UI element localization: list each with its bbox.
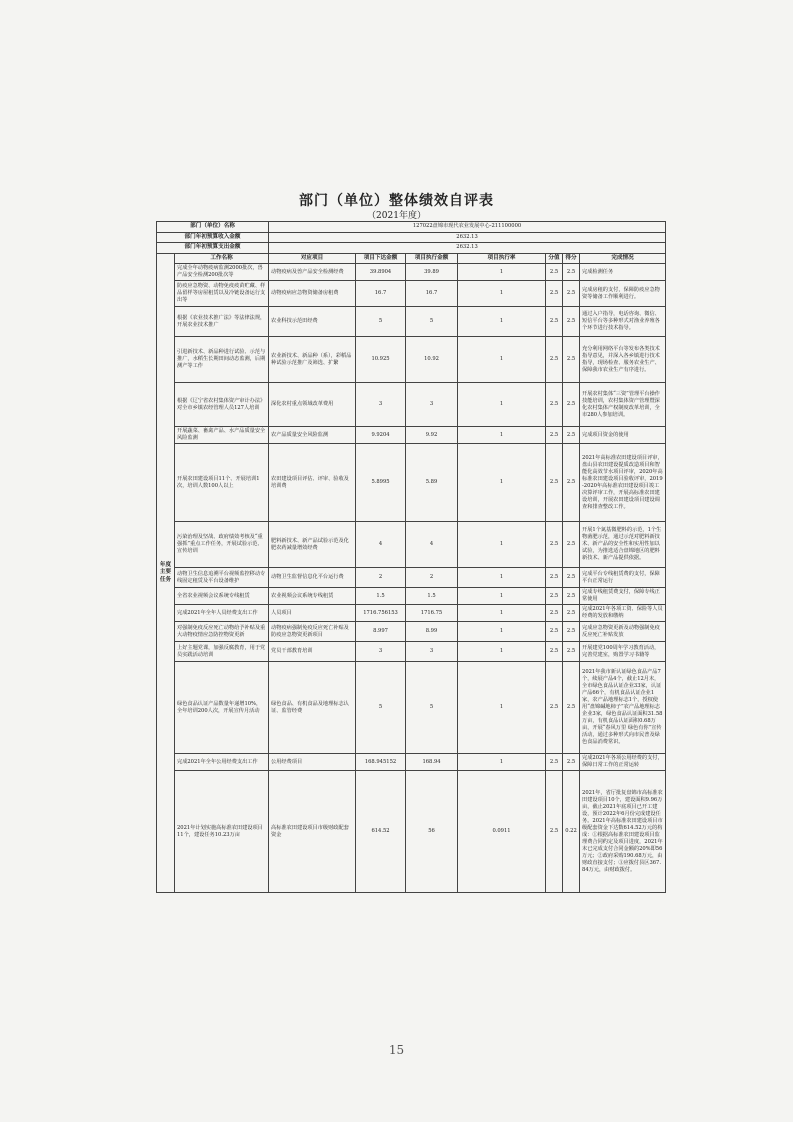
score-value-cell: 2.5 [546,264,563,281]
score-cell: 0.22 [563,771,580,893]
table-row [157,444,666,522]
col-task-header: 工作名称 [175,253,269,264]
table-row [157,427,666,444]
score-cell: 2.5 [563,307,580,337]
task-cell: 根据《辽宁省农村集体资产审计办法》对全市乡镇农经管理人员127人培训 [175,383,269,427]
allocated-amount-cell: 1716.756153 [356,605,406,622]
executed-amount-cell: 8.99 [406,622,458,642]
execution-rate-cell: 1 [458,588,546,605]
executed-amount-cell: 5 [406,662,458,754]
col-allocated-header: 项目下达金额 [356,253,406,264]
allocated-amount-cell: 3 [356,642,406,662]
project-cell: 农业新技术、新品种（系），彩稻品种试验示范推广及筛选、扩繁 [269,337,356,383]
score-value-cell: 2.5 [546,622,563,642]
score-value-cell: 2.5 [546,754,563,771]
status-cell: 完成项目资金的使用 [580,427,666,444]
allocated-amount-cell: 3 [356,383,406,427]
execution-rate-cell: 1 [458,622,546,642]
executed-amount-cell: 56 [406,771,458,893]
execution-rate-cell: 1 [458,281,546,307]
unit-value: 127022盘锦市现代农业发展中心-211100000 [269,222,666,233]
table-row [157,622,666,642]
executed-amount-cell: 2 [406,568,458,588]
score-value-cell: 2.5 [546,568,563,588]
task-cell: 开展蔬菜、畜禽产品、水产品质量安全风险监测 [175,427,269,444]
table-row [157,588,666,605]
executed-amount-cell: 1716.75 [406,605,458,622]
allocated-amount-cell: 5.8995 [356,444,406,522]
score-value-cell: 2.5 [546,605,563,622]
allocated-amount-cell: 10.925 [356,337,406,383]
task-cell: 上好主题党课，加强反腐教育，用于党员实践活动培训 [175,642,269,662]
executed-amount-cell: 5 [406,307,458,337]
table-row [157,568,666,588]
executed-amount-cell: 10.92 [406,337,458,383]
score-cell: 2.5 [563,642,580,662]
col-project-header: 对应项目 [269,253,356,264]
executed-amount-cell: 39.89 [406,264,458,281]
task-cell: 防疫应急物资、动物免疫疫苗贮藏、样品留样等房屋租赁以及冷链设备运行支出等 [175,281,269,307]
score-cell: 2.5 [563,444,580,522]
score-value-cell: 2.5 [546,337,563,383]
score-cell: 2.5 [563,522,580,568]
score-value-cell: 2.5 [546,662,563,754]
status-cell: 2021年我市新认证绿色食品产品7个，续展产品4个，截止12月末，全市绿色食品认证企业33家，认证产品66个，有机食品认证企业1家，农产品地理标志1个，授权使用“盘锦碱地柿子”农产品地理标志企业3家，绿色食品认证面积31.58万亩，有机食品认证面积0.68万亩，开展“春风万里 绿色有你”宣传活动，通过多种形式向市民普及绿色食品消费常识。 [580,662,666,754]
score-value-cell: 2.5 [546,771,563,893]
score-cell: 2.5 [563,264,580,281]
col-rate-header: 项目执行率 [458,253,546,264]
budget-income-value: 2632.13 [269,232,666,243]
budget-income-label: 部门年初预算收入金额 [157,232,269,243]
task-cell: 2021年计划实施高标准农田建设项目11个，建设任务10.23万亩 [175,771,269,893]
executed-amount-cell: 9.92 [406,427,458,444]
score-value-cell: 2.5 [546,588,563,605]
execution-rate-cell: 1 [458,605,546,622]
score-cell: 2.5 [563,427,580,444]
table-row [157,605,666,622]
side-label: 年度主要任务 [157,253,175,893]
status-cell: 开展农村集体“三资”管理平台操作技能培训，农村集体资产管理暨深化农村集体产权制度改革培训，全市280人参加培训。 [580,383,666,427]
project-cell: 动物疫病应急物资储备房租费 [269,281,356,307]
table-row [157,662,666,754]
project-cell: 农田建设项目评估、评审、验收及培训费 [269,444,356,522]
execution-rate-cell: 0.0911 [458,771,546,893]
page-title: 部门（单位）整体绩效自评表 [299,193,494,209]
score-value-cell: 2.5 [546,307,563,337]
task-cell: 引进新技术、新品种进行试验、示范与推广，水稻生长期田间动态监测，后期测产等工作 [175,337,269,383]
status-cell: 完成检测任务 [580,264,666,281]
task-cell: 全省农业视频会议系统专线租赁 [175,588,269,605]
status-cell: 充分利用网络平台等发布各类技术指导意见，并深入各乡镇进行技术指导，现场检查、服务农业生产、保障我市农业生产有序进行。 [580,337,666,383]
task-cell: 完成全年动物疫病监测2000批次，兽产品安全检测200批次等 [175,264,269,281]
table-row [157,383,666,427]
score-cell: 2.5 [563,588,580,605]
execution-rate-cell: 1 [458,337,546,383]
project-cell: 深化农村重点领域改革费用 [269,383,356,427]
budget-expense-value: 2632.13 [269,243,666,254]
score-cell: 2.5 [563,622,580,642]
status-cell: 完成2021年各项公用经费的支付，保障日常工作的正常运转 [580,754,666,771]
status-cell: 通过入户指导，电话咨询、微信、短信平台等多种形式对渔业养殖各个环节进行技术指导。 [580,307,666,337]
status-cell: 完成专线租赁费支付，保障专线正常使用 [580,588,666,605]
execution-rate-cell: 1 [458,444,546,522]
execution-rate-cell: 1 [458,522,546,568]
project-cell: 人员项目 [269,605,356,622]
table-row [157,264,666,281]
table-row [157,307,666,337]
allocated-amount-cell: 9.9204 [356,427,406,444]
page-number: 15 [388,1043,405,1057]
allocated-amount-cell: 8.997 [356,622,406,642]
score-cell: 2.5 [563,383,580,427]
task-cell: 完成2021年全年公用经费支出工作 [175,754,269,771]
table-row [157,281,666,307]
project-cell: 党员干部教育培训 [269,642,356,662]
project-cell: 农业视频会议系统专线租赁 [269,588,356,605]
executed-amount-cell: 168.94 [406,754,458,771]
executed-amount-cell: 3 [406,383,458,427]
task-cell: 绿色食品认证产品数量年递增10%，全年培训200人次，开展宣传月活动 [175,662,269,754]
page-subtitle: （2021年度） [367,211,426,221]
execution-rate-cell: 1 [458,264,546,281]
execution-rate-cell: 1 [458,427,546,444]
score-value-cell: 2.5 [546,642,563,662]
score-value-cell: 2.5 [546,383,563,427]
budget-income-row [157,232,666,243]
allocated-amount-cell: 1.5 [356,588,406,605]
project-cell: 肥料新技术、新产品试验示范及化肥农药减量增效经费 [269,522,356,568]
status-cell: 开展1个氮基微肥料的示范，1个生物菌肥示范，通过示范对肥料新技术、新产品的安全性和实用性加以试验，为推选适合盘锦地区的肥料新技术、新产品提供依据。 [580,522,666,568]
task-cell: 开展农田建设项目11个、开展培训1次，培训人数100人以上 [175,444,269,522]
execution-rate-cell: 1 [458,568,546,588]
score-cell: 2.5 [563,281,580,307]
project-cell: 高标准农田建设项目市级财政配套资金 [269,771,356,893]
executed-amount-cell: 5.89 [406,444,458,522]
allocated-amount-cell: 5 [356,662,406,754]
project-cell: 绿色食品、有机食品及地理标志认证、监管经费 [269,662,356,754]
project-cell: 动物疫病及兽产品安全检测经费 [269,264,356,281]
score-cell: 2.5 [563,662,580,754]
project-cell: 农业科技示范田经费 [269,307,356,337]
status-cell: 完成2021年各项工资、保险等人员经费的发放和缴纳 [580,605,666,622]
task-cell: 根据《农业技术推广法》等法律法规，开展农业技术推广 [175,307,269,337]
task-cell: 污染治理及坚战、政府绩效考核及“重强抓”重点工作任务，开展试验示范、宣传培训 [175,522,269,568]
status-cell: 2021年高标准农田建设项目评审，盘山县农田建设提质改造项目和智能化高效节水项目评审，2020年高标准农田建设项目验收评审，2019-2020年高标准农田建设项目竣工决算评审工作，开展高标准农田建设培训，开展农田建设项目建设调查和排查整改工作。 [580,444,666,522]
status-cell: 完成应急物资更新及动物强制免疫反应死亡补贴发放 [580,622,666,642]
project-cell: 动物卫生监督信息化平台运行费 [269,568,356,588]
table-row [157,642,666,662]
task-cell: 完成2021年全年人员经费支出工作 [175,605,269,622]
task-cell: 动物卫生信息追溯平台视频监控移动专线固定租赁及平台设备维护 [175,568,269,588]
execution-rate-cell: 1 [458,383,546,427]
status-cell: 开展建党100周年学习教育活动，完善党建室，购置学习书籍等 [580,642,666,662]
executed-amount-cell: 16.7 [406,281,458,307]
project-cell: 农产品质量安全风险监测 [269,427,356,444]
allocated-amount-cell: 2 [356,568,406,588]
allocated-amount-cell: 168.945152 [356,754,406,771]
unit-label: 部门（单位）名称 [157,222,269,233]
allocated-amount-cell: 16.7 [356,281,406,307]
project-cell: 动物疫病强制免疫反应死亡补贴及防疫应急物资更新项目 [269,622,356,642]
col-executed-header: 项目执行金额 [406,253,458,264]
status-cell: 2021年，省厅批复盘锦市高标准农田建设项目10个，建设面积9.96万亩，截止2021年底项目已开工建设，预计2022年6月份完成建设任务。2021年高标准农田建设项目市级配套资金下达数614.52万元的构成：①根据高标准农田建设项目监理费合同约定及项目进度，2021年末已完成支付合同金额的20%即56万元；②政府采购190.68万元，由财政直接支付；③应拨付县区367.84万元，由财政拨付。 [580,771,666,893]
score-value-cell: 2.5 [546,522,563,568]
col-status-header: 完成情况 [580,253,666,264]
allocated-amount-cell: 5 [356,307,406,337]
table-row [157,754,666,771]
unit-row [157,222,666,233]
score-value-cell: 2.5 [546,444,563,522]
score-cell: 2.5 [563,337,580,383]
executed-amount-cell: 4 [406,522,458,568]
score-cell: 2.5 [563,605,580,622]
score-cell: 2.5 [563,754,580,771]
status-cell: 完成平台专线租赁费的支付，保障平台正常运行 [580,568,666,588]
budget-expense-label: 部门年初预算支出金额 [157,243,269,254]
score-cell: 2.5 [563,568,580,588]
table-row [157,337,666,383]
col-score-value-header: 分值 [546,253,563,264]
task-cell: 对强制免疫反应死亡动物给予补贴及重大动物疫情应急防控物资更新 [175,622,269,642]
executed-amount-cell: 3 [406,642,458,662]
column-header-row [157,253,666,264]
score-value-cell: 2.5 [546,281,563,307]
col-score-header: 得分 [563,253,580,264]
evaluation-table [156,221,666,893]
execution-rate-cell: 1 [458,662,546,754]
table-row [157,771,666,893]
project-cell: 公用经费项目 [269,754,356,771]
allocated-amount-cell: 39.8904 [356,264,406,281]
allocated-amount-cell: 4 [356,522,406,568]
score-value-cell: 2.5 [546,427,563,444]
execution-rate-cell: 1 [458,754,546,771]
execution-rate-cell: 1 [458,307,546,337]
allocated-amount-cell: 614.52 [356,771,406,893]
execution-rate-cell: 1 [458,642,546,662]
status-cell: 完成房租的支付，保障防疫应急物资等储备工作顺利进行。 [580,281,666,307]
executed-amount-cell: 1.5 [406,588,458,605]
table-row [157,522,666,568]
budget-expense-row [157,243,666,254]
